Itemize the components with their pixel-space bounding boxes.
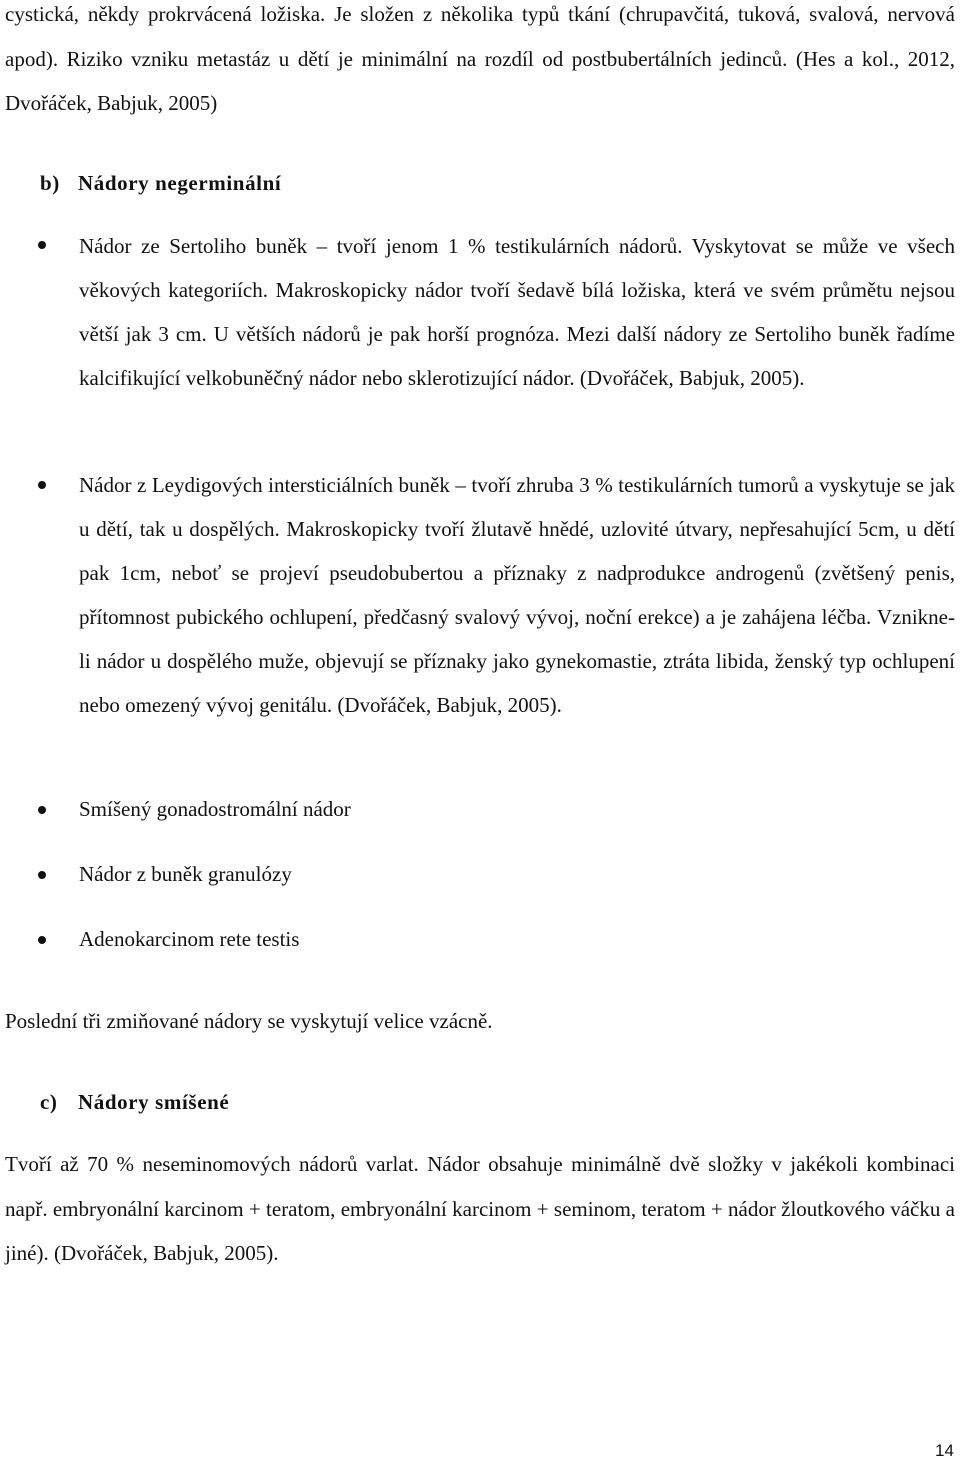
bullet-icon xyxy=(38,871,46,879)
section-b-letter: b) xyxy=(40,171,60,195)
bullet-item-sertoli: Nádor ze Sertoliho buněk – tvoří jenom 1 % testikulárních nádorů. Vyskytovat se může ve všech věkových kategoriích. Makroskopicky nádor tvoří šedavě bílá ložiska, která ve svém průmětu nejsou větší jak 3 cm. U větších nádorů je pak horší prognóza. Mezi další nádory ze Sertoliho buněk řadíme kalcifikující velkobuněčný nádor nebo sklerotizující nádor. (Dvořáček, Babjuk, 2005). xyxy=(79,234,955,390)
page-number: 14 xyxy=(935,1441,954,1460)
section-c-letter: c) xyxy=(40,1090,58,1114)
section-c-title: Nádory smíšené xyxy=(78,1090,230,1114)
bullet-item-leydig: Nádor z Leydigových intersticiálních buněk – tvoří zhruba 3 % testikulárních tumorů a vyskytuje se jak u dětí, tak u dospělých. Makroskopicky tvoří žlutavě hnědé, uzlovité útvary, nepřesahující 5cm, u dětí pak 1cm, neboť se projeví pseudobubertou a příznaky z nadprodukce androgenů (zvětšený penis, přítomnost pubického ochlupení, předčasný svalový vývoj, noční erekce) a je zahájena léčba. Vznikne-li nádor u dospělého muže, objevují se příznaky jako gynekomastie, ztráta libida, ženský typ ochlupení nebo omezený vývoj genitálu. (Dvořáček, Babjuk, 2005). xyxy=(79,473,955,717)
bullet-icon xyxy=(38,936,46,944)
bullet-icon xyxy=(38,241,46,249)
intro-paragraph: cystická, někdy prokrvácená ložiska. Je složen z několika typů tkání (chrupavčitá, tuková, svalová, nervová apod). Riziko vzniku metastáz u dětí je minimální na rozdíl od postbubertálních jedinců. (Hes a kol., 2012, Dvořáček, Babjuk, 2005) xyxy=(5,2,955,115)
bullet-item-granulosa: Nádor z buněk granulózy xyxy=(79,862,292,886)
bullet-icon xyxy=(38,806,46,814)
rarity-note: Poslední tři zmiňované nádory se vyskytují velice vzácně. xyxy=(5,1009,493,1033)
bullet-item-adenocarcinoma: Adenokarcinom rete testis xyxy=(79,927,300,951)
section-b-title: Nádory negerminální xyxy=(78,171,282,195)
section-b-heading xyxy=(40,170,281,196)
closing-paragraph: Tvoří až 70 % neseminomových nádorů varlat. Nádor obsahuje minimálně dvě složky v jakékoli kombinaci např. embryonální karcinom + teratom, embryonální karcinom + seminom, teratom + nádor žloutkového váčku a jiné). (Dvořáček, Babjuk, 2005). xyxy=(5,1152,955,1265)
bullet-icon xyxy=(38,481,46,489)
section-c-heading xyxy=(40,1089,229,1115)
bullet-item-gonadostromal: Smíšený gonadostromální nádor xyxy=(79,797,351,821)
